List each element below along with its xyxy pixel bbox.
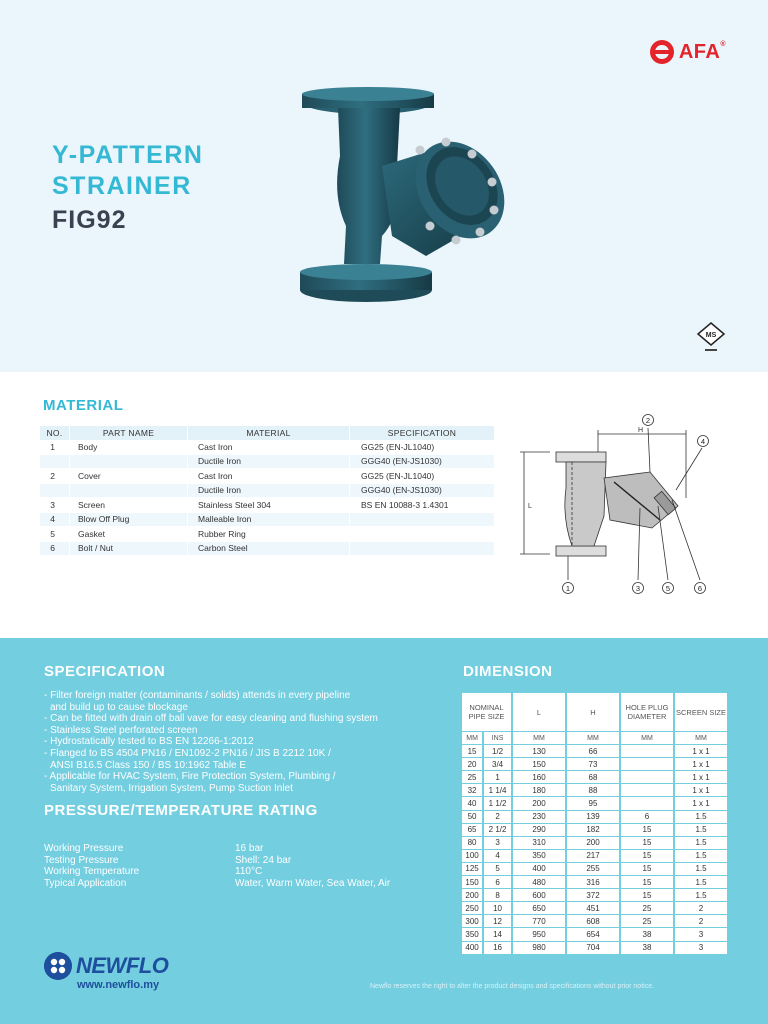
table-row	[40, 484, 495, 499]
cell-spec: GGG40 (EN-JS1030)	[350, 455, 495, 470]
cell-h: 316	[567, 876, 619, 888]
cell-hole-plug: 15	[621, 889, 673, 901]
cell-spec	[350, 513, 495, 528]
table-row	[462, 771, 727, 783]
table-row	[462, 745, 727, 757]
cell-l: 770	[513, 915, 565, 927]
cell-h: 88	[567, 784, 619, 796]
col-l: L	[513, 693, 565, 731]
cell-mm: 25	[462, 771, 482, 783]
specification-list	[44, 690, 444, 794]
cell-l: 290	[513, 824, 565, 836]
cell-hole-plug	[621, 758, 673, 770]
unit-row	[462, 732, 727, 744]
table-row	[462, 811, 727, 823]
dim-l-label: L	[528, 503, 532, 510]
col-screen: SCREEN SIZE	[675, 693, 727, 731]
cell-screen: 1.5	[675, 824, 727, 836]
technical-drawing	[510, 408, 730, 600]
figure-number: FIG92	[52, 206, 127, 234]
cell-mm: 350	[462, 928, 482, 940]
dimension-table-header	[462, 693, 727, 731]
col-part-name: PART NAME	[70, 426, 188, 440]
dimension-heading: DIMENSION	[463, 663, 553, 680]
cell-material: Ductile Iron	[188, 484, 350, 499]
cell-hole-plug: 25	[621, 915, 673, 927]
cell-no	[40, 484, 70, 499]
cell-part: Screen	[70, 498, 188, 513]
table-row	[462, 837, 727, 849]
pressure-heading: PRESSURE/TEMPERATURE RATING	[44, 802, 318, 819]
col-hole-plug: HOLE PLUG DIAMETER	[621, 693, 673, 731]
cell-part: Gasket	[70, 527, 188, 542]
cell-material: Malleable Iron	[188, 513, 350, 528]
table-row	[462, 758, 727, 770]
spec-text-cont: ANSI B16.5 Class 150 / BS 10:1962 Table E	[50, 759, 247, 771]
rating-row	[44, 866, 390, 878]
col-h: H	[567, 693, 619, 731]
cell-l: 160	[513, 771, 565, 783]
newflo-logo-text: NEWFLO	[76, 953, 169, 978]
cell-screen: 1 x 1	[675, 784, 727, 796]
unit-cell: MM	[513, 732, 565, 744]
cell-l: 200	[513, 797, 565, 809]
website-link[interactable]: www.newflo.my	[77, 979, 160, 991]
cell-mm: 40	[462, 797, 482, 809]
table-row	[462, 863, 727, 875]
cell-screen: 1 x 1	[675, 797, 727, 809]
rating-value: 110°C	[235, 866, 263, 878]
cell-ins: 2 1/2	[484, 824, 511, 836]
col-material: MATERIAL	[188, 426, 350, 440]
cell-no: 2	[40, 469, 70, 484]
table-row	[462, 784, 727, 796]
cell-part: Body	[70, 440, 188, 455]
cell-l: 650	[513, 902, 565, 914]
spec-text: - Stainless Steel perforated screen	[44, 724, 198, 736]
table-row	[462, 876, 727, 888]
cell-material: Cast Iron	[188, 440, 350, 455]
rating-row	[44, 855, 390, 867]
cell-ins: 3	[484, 837, 511, 849]
spec-text: - Filter foreign matter (contaminants / solids) attends in every pipeline	[44, 690, 351, 701]
cell-mm: 20	[462, 758, 482, 770]
cell-mm: 200	[462, 889, 482, 901]
cell-part	[70, 455, 188, 470]
cell-mm: 400	[462, 942, 482, 954]
cell-mm: 150	[462, 876, 482, 888]
cell-spec: BS EN 10088-3 1.4301	[350, 498, 495, 513]
material-table-header	[40, 426, 495, 440]
table-row	[40, 469, 495, 484]
afa-logo-text: AFA	[678, 40, 721, 63]
list-item	[44, 725, 444, 737]
cell-h: 139	[567, 811, 619, 823]
cell-ins: 5	[484, 863, 511, 875]
cell-l: 130	[513, 745, 565, 757]
rating-row	[44, 878, 390, 890]
newflo-logo	[44, 952, 168, 980]
disclaimer-text: Newflo reserves the right to alter the product designs and specifications without prior notice.	[370, 983, 655, 990]
cell-no: 5	[40, 527, 70, 542]
cell-l: 350	[513, 850, 565, 862]
pressure-rating-list	[44, 843, 390, 889]
cell-hole-plug: 38	[621, 942, 673, 954]
cell-mm: 15	[462, 745, 482, 757]
cell-hole-plug	[621, 745, 673, 757]
table-row	[40, 513, 495, 528]
cell-l: 950	[513, 928, 565, 940]
cell-h: 654	[567, 928, 619, 940]
cell-ins: 1/2	[484, 745, 511, 757]
product-title	[52, 140, 203, 238]
cell-screen: 2	[675, 902, 727, 914]
cell-spec	[350, 542, 495, 557]
rating-value: 16 bar	[235, 843, 264, 854]
rating-label: Testing Pressure	[44, 854, 119, 866]
cell-spec: GG25 (EN-JL1040)	[350, 440, 495, 455]
cell-l: 180	[513, 784, 565, 796]
cell-part: Cover	[70, 469, 188, 484]
cell-l: 980	[513, 942, 565, 954]
strainer-product-image	[296, 86, 508, 312]
list-item	[44, 713, 444, 725]
cell-h: 372	[567, 889, 619, 901]
table-row	[462, 824, 727, 836]
cell-no: 1	[40, 440, 70, 455]
table-row	[40, 527, 495, 542]
cell-spec	[350, 527, 495, 542]
ms-badge-text: MS	[705, 332, 717, 339]
unit-cell: MM	[567, 732, 619, 744]
list-item	[44, 736, 444, 748]
cell-mm: 65	[462, 824, 482, 836]
cell-material: Rubber Ring	[188, 527, 350, 542]
cell-h: 182	[567, 824, 619, 836]
col-no: NO.	[40, 426, 70, 440]
callout-1: 1	[565, 584, 571, 593]
cell-h: 255	[567, 863, 619, 875]
table-row	[40, 498, 495, 513]
cell-l: 480	[513, 876, 565, 888]
spec-text: - Hydrostatically tested to BS EN 12266-1:2012	[44, 736, 254, 748]
unit-cell: MM	[621, 732, 673, 744]
table-row	[462, 928, 727, 940]
list-item	[44, 690, 444, 713]
cell-hole-plug	[621, 771, 673, 783]
cell-ins: 6	[484, 876, 511, 888]
cell-hole-plug: 15	[621, 850, 673, 862]
cell-material: Ductile Iron	[188, 455, 350, 470]
col-specification: SPECIFICATION	[350, 426, 495, 440]
col-nominal: NOMINAL PIPE SIZE	[462, 693, 511, 731]
cell-screen: 1.5	[675, 837, 727, 849]
cell-ins: 14	[484, 928, 511, 940]
cell-ins: 16	[484, 942, 511, 954]
cell-l: 150	[513, 758, 565, 770]
table-row	[462, 942, 727, 954]
spec-text-cont: Sanitary System, Irrigation System, Pump Suction Inlet	[50, 782, 293, 794]
cell-screen: 1.5	[675, 811, 727, 823]
cell-h: 217	[567, 850, 619, 862]
hero-section	[0, 0, 768, 372]
newflo-logo-icon	[44, 952, 72, 980]
title-line-1: Y-PATTERN	[52, 141, 204, 169]
cell-spec: GGG40 (EN-JS1030)	[350, 484, 495, 499]
cell-screen: 1.5	[675, 876, 727, 888]
title-line-2: STRAINER	[52, 172, 192, 200]
cell-ins: 2	[484, 811, 511, 823]
cell-screen: 1.5	[675, 850, 727, 862]
table-row	[40, 455, 495, 470]
table-row	[462, 902, 727, 914]
cell-hole-plug: 38	[621, 928, 673, 940]
cell-ins: 1 1/2	[484, 797, 511, 809]
spec-text: - Applicable for HVAC System, Fire Protection System, Plumbing /	[44, 771, 336, 783]
rating-row	[44, 843, 390, 855]
cell-mm: 250	[462, 902, 482, 914]
cell-screen: 3	[675, 928, 727, 940]
material-table	[40, 426, 495, 556]
cell-ins: 1 1/4	[484, 784, 511, 796]
table-row	[462, 797, 727, 809]
cell-l: 310	[513, 837, 565, 849]
cell-spec: GG25 (EN-JL1040)	[350, 469, 495, 484]
cell-mm: 32	[462, 784, 482, 796]
cell-hole-plug: 15	[621, 863, 673, 875]
registered-mark: ®	[720, 40, 726, 48]
cell-part: Blow Off Plug	[70, 513, 188, 528]
cell-part: Bolt / Nut	[70, 542, 188, 557]
cell-h: 73	[567, 758, 619, 770]
table-row	[40, 542, 495, 557]
cell-ins: 3/4	[484, 758, 511, 770]
cell-h: 66	[567, 745, 619, 757]
cell-h: 451	[567, 902, 619, 914]
unit-cell: MM	[675, 732, 727, 744]
cell-screen: 1.5	[675, 863, 727, 875]
rating-label: Working Pressure	[44, 843, 124, 854]
cell-screen: 1 x 1	[675, 758, 727, 770]
afa-logo	[650, 40, 726, 64]
rating-label: Typical Application	[44, 877, 127, 889]
table-row	[462, 915, 727, 927]
cell-h: 200	[567, 837, 619, 849]
cell-no: 6	[40, 542, 70, 557]
cell-screen: 1 x 1	[675, 771, 727, 783]
list-item	[44, 748, 444, 771]
afa-logo-icon	[650, 40, 674, 64]
spec-text: - Flanged to BS 4504 PN16 / EN1092-2 PN16 / JIS B 2212 10K /	[44, 747, 331, 759]
unit-cell: MM	[462, 732, 482, 744]
dim-h-label: H	[638, 427, 644, 434]
specification-heading: SPECIFICATION	[44, 663, 166, 680]
cell-material: Cast Iron	[188, 469, 350, 484]
cell-material: Stainless Steel 304	[188, 498, 350, 513]
cell-h: 608	[567, 915, 619, 927]
cell-h: 704	[567, 942, 619, 954]
table-row	[462, 889, 727, 901]
cell-l: 600	[513, 889, 565, 901]
cell-mm: 80	[462, 837, 482, 849]
cell-hole-plug	[621, 784, 673, 796]
cell-mm: 125	[462, 863, 482, 875]
callout-5: 5	[665, 584, 671, 593]
cell-h: 68	[567, 771, 619, 783]
cell-ins: 1	[484, 771, 511, 783]
callout-6: 6	[697, 584, 703, 593]
cell-hole-plug: 25	[621, 902, 673, 914]
cell-mm: 300	[462, 915, 482, 927]
cell-no: 4	[40, 513, 70, 528]
cell-ins: 8	[484, 889, 511, 901]
cell-screen: 3	[675, 942, 727, 954]
cell-material: Carbon Steel	[188, 542, 350, 557]
cell-mm: 50	[462, 811, 482, 823]
rating-value: Shell: 24 bar	[235, 854, 292, 866]
ms-certification-badge	[696, 322, 726, 356]
callout-2: 2	[645, 416, 651, 425]
cell-ins: 10	[484, 902, 511, 914]
table-row	[462, 850, 727, 862]
cell-l: 230	[513, 811, 565, 823]
cell-no	[40, 455, 70, 470]
cell-mm: 100	[462, 850, 482, 862]
cell-screen: 2	[675, 915, 727, 927]
table-row	[40, 440, 495, 455]
cell-hole-plug: 6	[621, 811, 673, 823]
cell-hole-plug: 15	[621, 824, 673, 836]
cell-ins: 12	[484, 915, 511, 927]
cell-ins: 4	[484, 850, 511, 862]
cell-part	[70, 484, 188, 499]
material-heading: MATERIAL	[43, 397, 124, 414]
cell-hole-plug: 15	[621, 837, 673, 849]
rating-value: Water, Warm Water, Sea Water, Air	[235, 877, 391, 889]
cell-hole-plug: 15	[621, 876, 673, 888]
cell-screen: 1.5	[675, 889, 727, 901]
dimension-table	[460, 692, 729, 955]
cell-h: 95	[567, 797, 619, 809]
rating-label: Working Temperature	[44, 866, 140, 878]
cell-no: 3	[40, 498, 70, 513]
cell-screen: 1 x 1	[675, 745, 727, 757]
cell-l: 400	[513, 863, 565, 875]
unit-cell: INS	[484, 732, 511, 744]
list-item	[44, 771, 444, 794]
spec-text-cont: and build up to cause blockage	[50, 701, 188, 713]
callout-4: 4	[700, 437, 706, 446]
cell-hole-plug	[621, 797, 673, 809]
callout-3: 3	[635, 584, 641, 593]
spec-text: - Can be fitted with drain off ball vave for easy cleaning and flushing system	[44, 713, 378, 725]
